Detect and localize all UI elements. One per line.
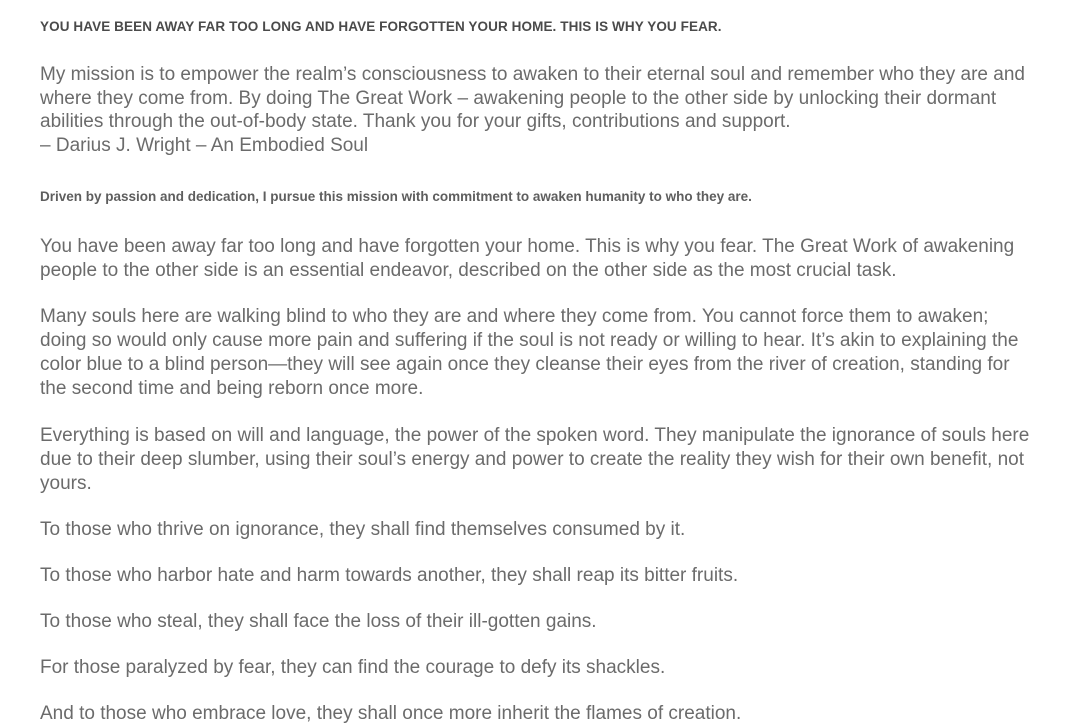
mission-statement-text: My mission is to empower the realm’s consciousness to awaken to their eternal soul and remember who they are and where they come from. By doing The Great Work – awakening people to the other side by unlocking their dormant abilities through the out-of-body state. Thank you for your gifts, contributions and support. [40,63,1025,133]
body-paragraph: You have been away far too long and have forgotten your home. This is why you fear. The Great Work of awakening people to the other side is an essential endeavor, described on the other side as the most crucial task. [40,235,1015,281]
body-paragraph: To those who harbor hate and harm towards another, they shall reap its bitter fruits. [40,565,739,587]
body-paragraph: And to those who embrace love, they shall once more inherit the flames of creation. [40,703,742,725]
body-paragraph: To those who steal, they shall face the loss of their ill-gotten gains. [40,611,597,633]
body-paragraph: Many souls here are walking blind to who they are and where they come from. You cannot force them to awaken; doing so would only cause more pain and suffering if the soul is not ready or willing to hear. It’s akin to explaining the color blue to a blind person—they will see again once they cleanse their eyes from the river of creation, standing for the second time and being reborn once more. [40,306,1019,400]
body-paragraph: Everything is based on will and language, the power of the spoken word. They manipulate the ignorance of souls here due to their deep slumber, using their soul’s energy and power to create the reality they wish for their own benefit, not yours. [40,424,1030,494]
body-paragraph: To those who thrive on ignorance, they shall find themselves consumed by it. [40,518,686,540]
mission-subnote: Driven by passion and dedication, I pursue this mission with commitment to awaken humanity to who they are. [40,188,752,204]
mission-statement-block [40,63,1030,158]
author-signature: – Darius J. Wright – An Embodied Soul [40,135,369,157]
page-headline: YOU HAVE BEEN AWAY FAR TOO LONG AND HAVE FORGOTTEN YOUR HOME. THIS IS WHY YOU FEAR. [40,19,722,34]
body-paragraph: For those paralyzed by fear, they can find the courage to defy its shackles. [40,657,666,679]
